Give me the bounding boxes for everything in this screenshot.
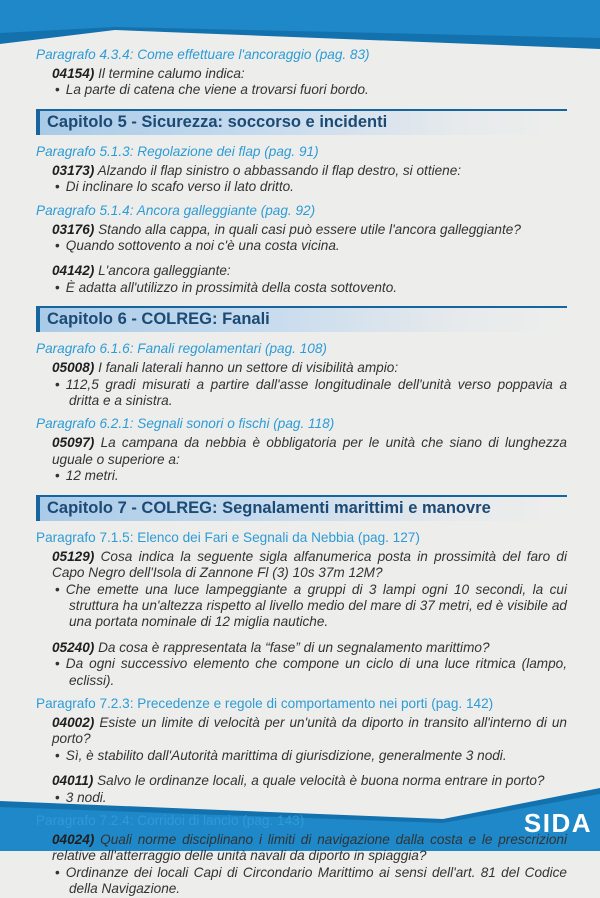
bullet-icon: •	[55, 238, 60, 254]
question-body: I fanali laterali hanno un settore di visibilità ampio:	[94, 360, 399, 376]
question-text	[52, 549, 567, 582]
paragraph-group	[36, 415, 567, 484]
answer-text: Che emette una luce lampeggiante a gruppi di 3 lampi ogni 10 secondi, la cui struttura ha un'altezza rispetto al livello medio del mare di 37 metri, ed è visibile ad una portata nominale di 12 miglia nautiche.	[65, 581, 567, 630]
question-body: L'ancora galleggiante:	[94, 263, 231, 279]
question-item	[52, 640, 567, 689]
paragraph-group	[36, 695, 567, 806]
bullet-icon: •	[55, 747, 60, 763]
answer-item	[55, 748, 567, 764]
bullet-icon: •	[55, 468, 60, 484]
question-number: 04011)	[52, 773, 94, 789]
answer-item	[55, 656, 567, 689]
sida-logo: SIDA	[523, 808, 592, 838]
question-body: Salvo le ordinanze locali, a quale velocità è buona norma entrare in porto?	[93, 773, 545, 789]
question-text	[52, 163, 567, 179]
question-item	[52, 163, 567, 196]
question-number: 05097)	[52, 435, 95, 451]
answer-text: 12 metri.	[65, 468, 119, 484]
answer-item	[55, 179, 567, 195]
bullet-icon: •	[55, 179, 60, 195]
paragraph-group	[36, 143, 567, 196]
answer-text: La parte di catena che viene a trovarsi fuori bordo.	[65, 82, 369, 98]
question-body: Cosa indica la seguente sigla alfanumerica posta in prossimità del faro di Capo Negro dell'Isola di Zannone Fl (3) 10s 37m 12M?	[52, 548, 567, 581]
question-number: 04002)	[52, 714, 95, 730]
question-number: 04154)	[52, 66, 95, 81]
question-text	[52, 360, 567, 376]
bullet-icon: •	[55, 376, 60, 392]
question-text	[52, 435, 567, 468]
question-number: 05129)	[52, 548, 95, 564]
bullet-icon: •	[55, 789, 60, 805]
question-text	[52, 832, 567, 865]
answer-item	[55, 82, 567, 98]
bullet-icon: •	[55, 864, 60, 880]
question-item	[52, 715, 567, 764]
paragraph-group	[36, 340, 567, 409]
question-body: Stando alla cappa, in quali casi può essere utile l'ancora galleggiante?	[94, 221, 521, 237]
paragraph-title: Paragrafo 6.1.6: Fanali regolamentari (pag. 108)	[36, 341, 327, 357]
chapter-heading	[36, 109, 567, 135]
answer-text: Da ogni successivo elemento che compone un ciclo di una luce ritmica (lampo, eclissi).	[65, 656, 567, 688]
question-number: 03176)	[52, 221, 95, 237]
answer-text: Quando sottovento a noi c'è una costa vicina.	[65, 238, 340, 254]
answer-item	[55, 865, 567, 898]
paragraph-title: Paragrafo 7.2.4: Corridoi di lancio (pag. 143)	[36, 812, 305, 828]
bullet-icon: •	[55, 279, 60, 295]
question-number: 05008)	[52, 360, 95, 376]
answer-text: Sì, è stabilito dall'Autorità marittima di giurisdizione, generalmente 3 nodi.	[65, 747, 507, 763]
answer-text: 112,5 gradi misurati a partire dall'asse longitudinale dell'unità verso poppavia a dritta e a sinistra.	[65, 376, 567, 409]
paragraph-title: Paragrafo 7.1.5: Elenco dei Fari e Segnali da Nebbia (pag. 127)	[36, 529, 420, 545]
chapter-heading	[36, 495, 567, 521]
paragraph-group	[36, 529, 567, 689]
answer-item	[55, 377, 567, 410]
chapter-heading-text: Capitolo 5 - Sicurezza: soccorso e incidenti	[47, 112, 388, 131]
question-item	[52, 66, 567, 99]
question-number: 05240)	[52, 639, 95, 655]
question-item	[52, 360, 567, 409]
question-body: La campana da nebbia è obbligatoria per le unità che siano di lunghezza uguale o superiore a:	[52, 435, 567, 467]
question-number: 03173)	[52, 162, 95, 178]
question-text	[52, 66, 567, 82]
answer-item	[55, 582, 567, 631]
paragraph-group	[36, 202, 567, 297]
answer-item	[55, 238, 567, 254]
bullet-icon: •	[55, 581, 60, 597]
paragraph-group	[36, 812, 567, 898]
answer-text: Di inclinare lo scafo verso il lato dritto.	[65, 179, 294, 195]
question-body: Quali norme disciplinano i limiti di navigazione dalla costa e le prescrizioni relative all'atterraggio delle unità navali da diporto in spiaggia?	[52, 831, 567, 864]
paragraph-title: Paragrafo 4.3.4: Come effettuare l'ancoraggio (pag. 83)	[36, 47, 370, 62]
question-item	[52, 832, 567, 898]
question-text	[52, 263, 567, 279]
chapter-heading-text: Capitolo 7 - COLREG: Segnalamenti marittimi e manovre	[47, 498, 491, 517]
question-item	[52, 773, 567, 806]
question-number: 04142)	[52, 263, 95, 279]
question-number: 04024)	[52, 831, 95, 847]
question-item	[52, 222, 567, 255]
bullet-icon: •	[55, 82, 60, 98]
answer-text: Ordinanze dei locali Capi di Circondario Marittimo ai sensi dell'art. 81 del Codice della Navigazione.	[65, 864, 567, 897]
paragraph-group	[36, 46, 567, 99]
paragraph-title: Paragrafo 5.1.3: Regolazione dei flap (pag. 91)	[36, 143, 319, 159]
paragraph-title: Paragrafo 6.2.1: Segnali sonori o fischi (pag. 118)	[36, 416, 335, 432]
answer-item	[55, 280, 567, 296]
answer-text: 3 nodi.	[65, 789, 107, 805]
content-area	[36, 40, 567, 898]
chapter-heading-text: Capitolo 6 - COLREG: Fanali	[47, 310, 270, 329]
paragraph-title: Paragrafo 7.2.3: Precedenze e regole di comportamento nei porti (pag. 142)	[36, 695, 494, 711]
bullet-icon: •	[55, 656, 60, 672]
question-text	[52, 773, 567, 789]
question-body: Il termine calumo indica:	[94, 66, 245, 81]
answer-item	[55, 468, 567, 484]
question-text	[52, 222, 567, 238]
question-item	[52, 549, 567, 631]
paragraph-title: Paragrafo 5.1.4: Ancora galleggiante (pag. 92)	[36, 202, 316, 218]
question-text	[52, 640, 567, 656]
question-body: Da cosa è rappresentata la “fase” di un segnalamento marittimo?	[94, 639, 490, 655]
question-item	[52, 435, 567, 484]
answer-text: È adatta all'utilizzo in prossimità della costa sottovento.	[65, 279, 398, 295]
question-body: Esiste un limite di velocità per un'unità da diporto in transito all'interno di un porto?	[52, 714, 567, 747]
answer-item	[55, 790, 567, 806]
question-item	[52, 263, 567, 296]
chapter-heading	[36, 306, 567, 332]
question-text	[52, 715, 567, 748]
question-body: Alzando il flap sinistro o abbassando il flap destro, si ottiene:	[94, 162, 462, 178]
